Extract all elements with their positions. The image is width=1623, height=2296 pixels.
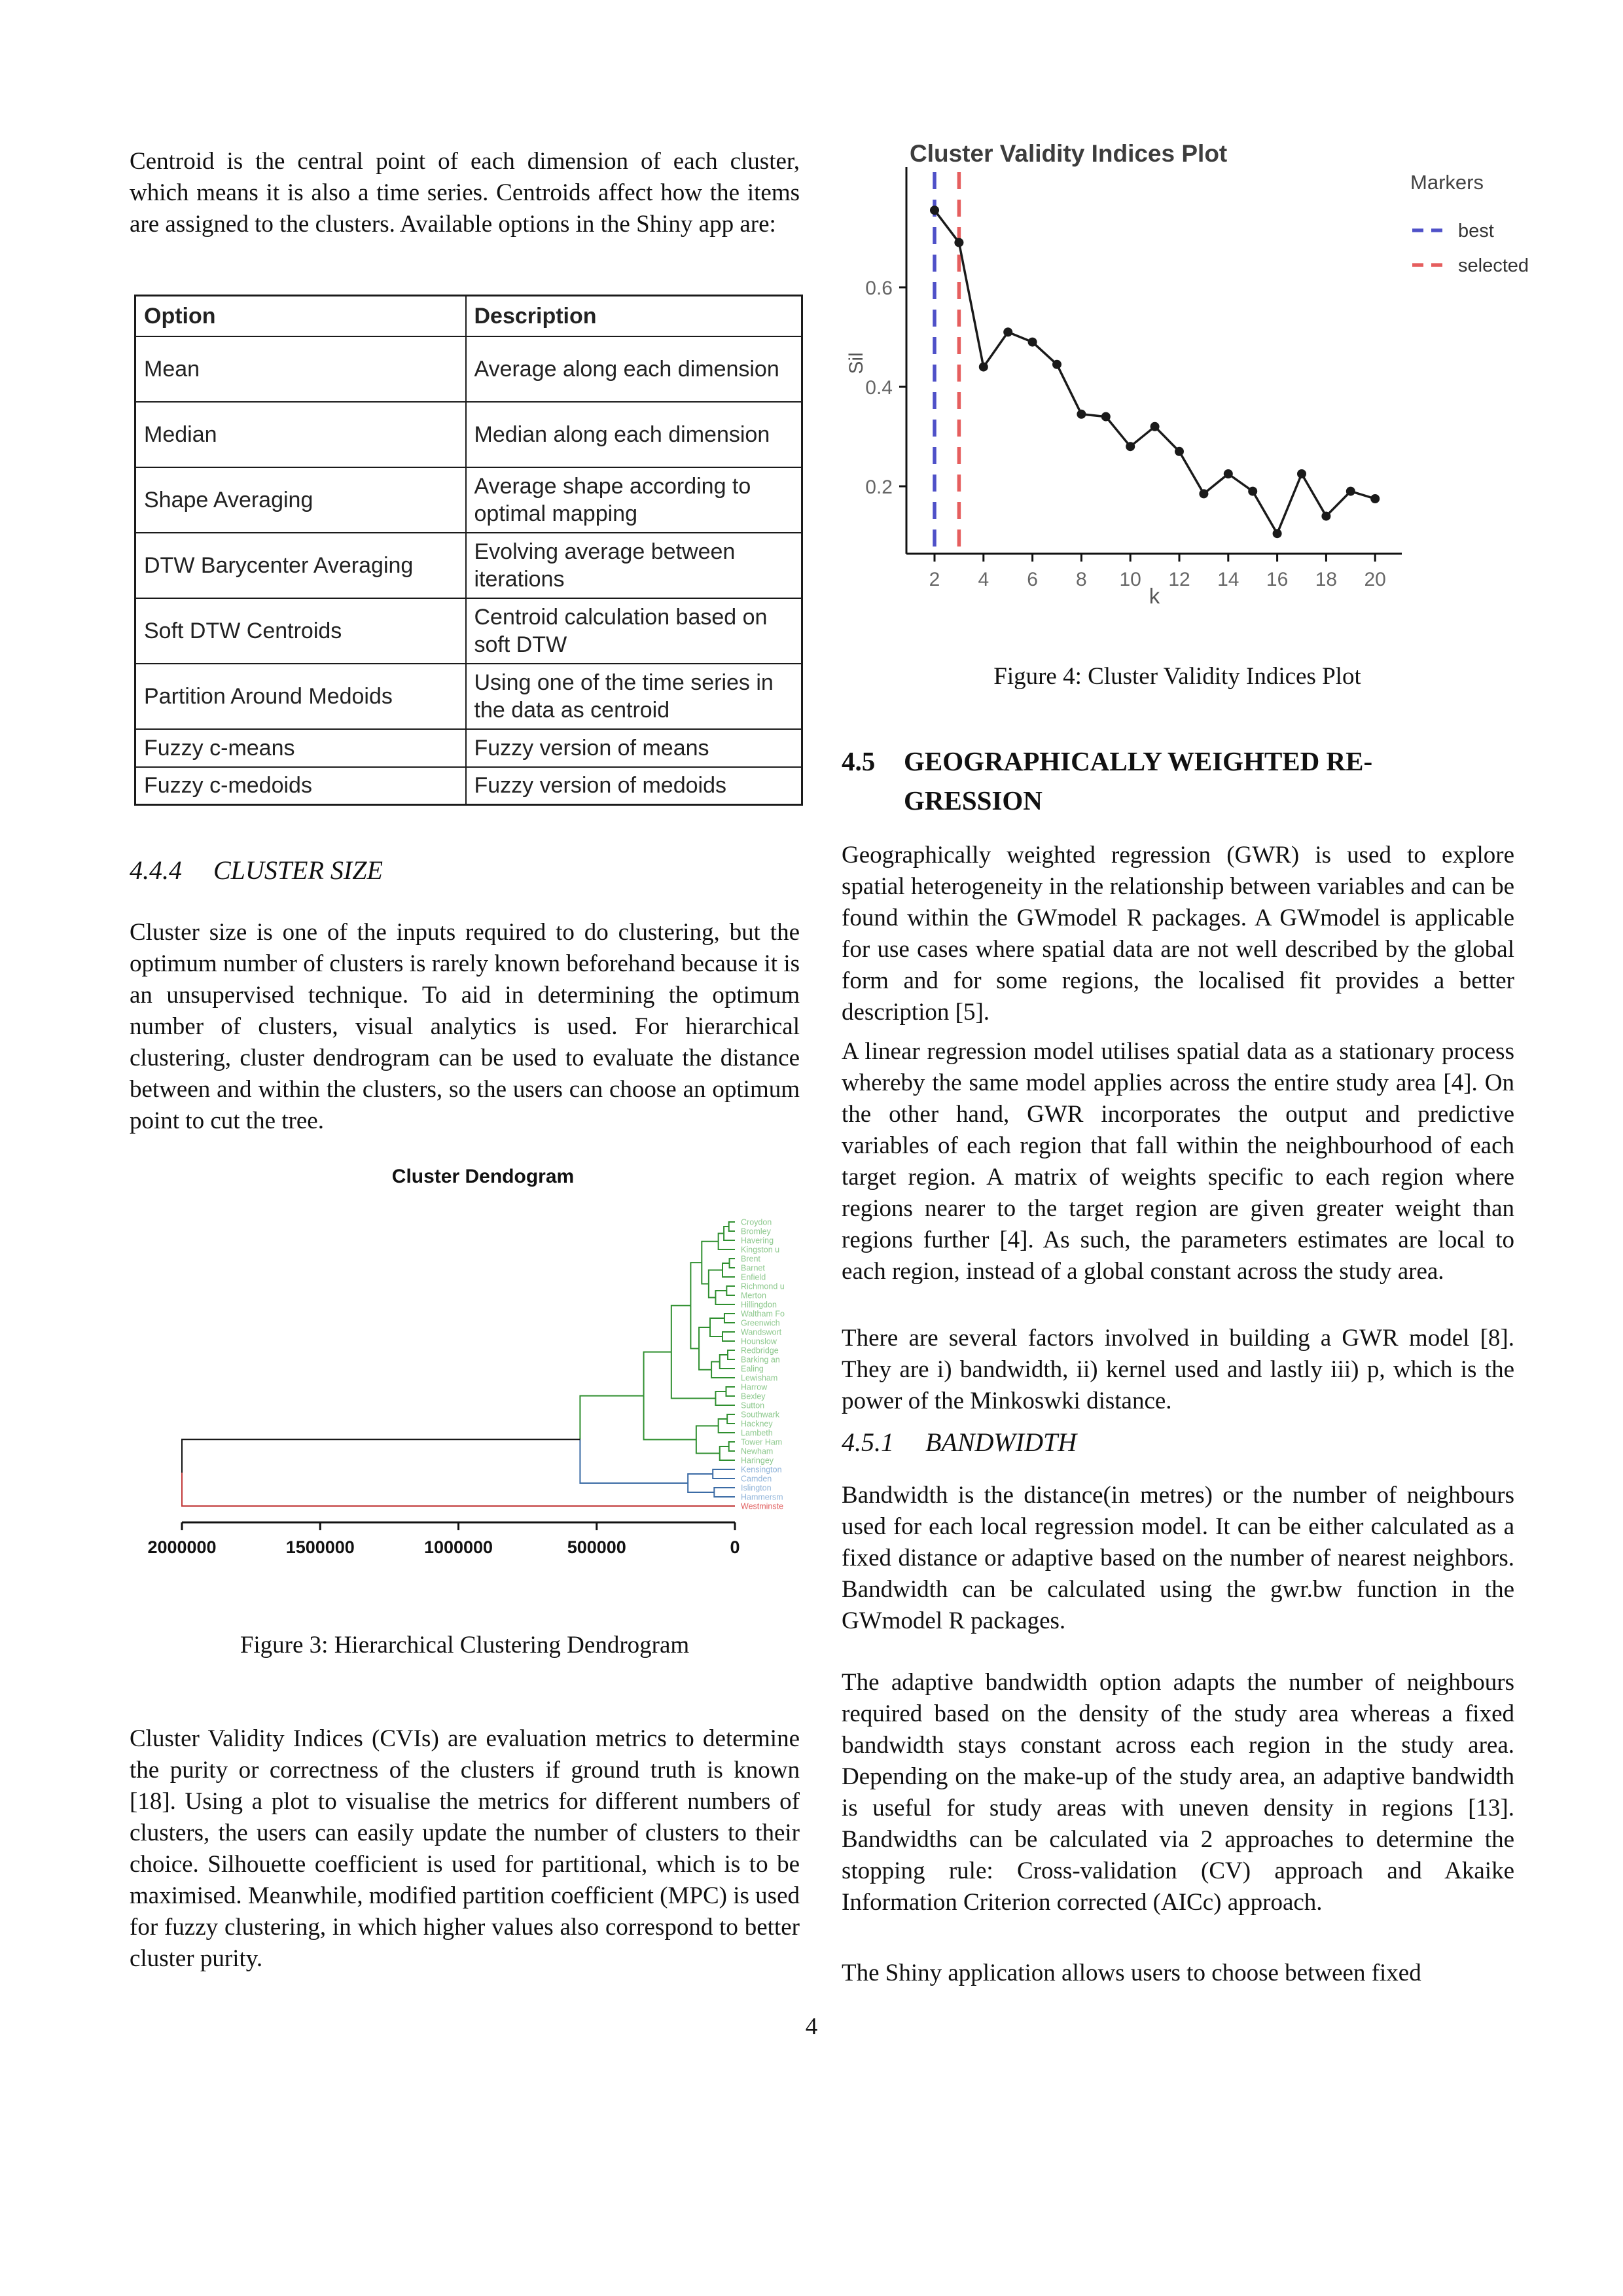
svg-text:Sutton: Sutton: [741, 1401, 765, 1410]
svg-text:Islington: Islington: [741, 1483, 772, 1493]
section-title: CLUSTER SIZE: [213, 855, 383, 885]
column-header-option: Option: [135, 296, 466, 336]
svg-text:Redbridge: Redbridge: [741, 1346, 779, 1355]
svg-text:Kingston u: Kingston u: [741, 1245, 780, 1255]
table-row: Mean Average along each dimension: [135, 336, 802, 402]
svg-text:Lewisham: Lewisham: [741, 1373, 778, 1383]
paragraph-gwr-1: Geographically weighted regression (GWR) is used to explore spatial heterogeneity in the relationship between variables and can be found within the GWmodel R packages. A GWmodel is applicable for use cases where spatial data are not well described by the global form and for some regions, the localised fit provides a better description [5].: [842, 842, 1514, 1026]
svg-text:Kensington: Kensington: [741, 1465, 782, 1475]
dendrogram-figure: [130, 1142, 804, 1574]
paragraph-bandwidth-3: The Shiny application allows users to choose between fixed: [842, 1960, 1421, 1986]
svg-text:Southwark: Southwark: [741, 1410, 780, 1420]
svg-text:Havering: Havering: [741, 1236, 774, 1246]
section-number: 4.5: [842, 746, 876, 776]
section-number: 4.5.1: [842, 1427, 894, 1457]
svg-text:Wandswort: Wandswort: [741, 1327, 782, 1337]
table-row: Fuzzy c-medoids Fuzzy version of medoids: [135, 767, 802, 805]
table-row: Soft DTW Centroids Centroid calculation based on soft DTW: [135, 598, 802, 664]
svg-text:Haringey: Haringey: [741, 1456, 774, 1465]
svg-text:Barking an: Barking an: [741, 1355, 780, 1365]
figure3-caption: Figure 3: Hierarchical Clustering Dendrogram: [240, 1632, 690, 1659]
table-row: Fuzzy c-means Fuzzy version of means: [135, 729, 802, 767]
table-row: DTW Barycenter Averaging Evolving average between iterations: [135, 533, 802, 598]
section-heading-4-5-1: [842, 1427, 1077, 1458]
svg-text:0.6: 0.6: [865, 278, 893, 299]
svg-text:18: 18: [1315, 569, 1338, 590]
svg-text:Waltham Fo: Waltham Fo: [741, 1309, 785, 1319]
svg-text:Cluster Validity Indices Plot: Cluster Validity Indices Plot: [910, 140, 1228, 167]
svg-text:Hounslow: Hounslow: [741, 1336, 777, 1346]
svg-text:Markers: Markers: [1410, 171, 1484, 194]
svg-text:2000000: 2000000: [147, 1537, 217, 1557]
section-title-line1: GEOGRAPHICALLY WEIGHTED RE-: [904, 746, 1373, 776]
svg-text:Cluster Dendogram: Cluster Dendogram: [391, 1166, 575, 1187]
svg-text:16: 16: [1266, 569, 1289, 590]
section-heading-4-4-4: [130, 855, 383, 886]
paragraph-gwr-3: There are several factors involved in building a GWR model [8]. They are i) bandwidth, ii) kernel used and lastly iii) p, which is the power of the Minkoswki distance.: [842, 1325, 1514, 1414]
table-row: Shape Averaging Average shape according to optimal mapping: [135, 467, 802, 533]
svg-text:k: k: [1149, 584, 1160, 605]
svg-text:Lambeth: Lambeth: [741, 1428, 773, 1438]
svg-text:14: 14: [1217, 569, 1240, 590]
svg-text:Bexley: Bexley: [741, 1391, 766, 1401]
svg-text:10: 10: [1119, 569, 1141, 590]
svg-text:Croydon: Croydon: [741, 1217, 772, 1227]
svg-text:Camden: Camden: [741, 1474, 772, 1484]
svg-text:0.2: 0.2: [865, 476, 893, 498]
paragraph-bandwidth-1: Bandwidth is the distance(in metres) or the number of neighbours used for each local regression model. It can be either calculated as a fixed distance or adaptive based on the number of nearest neighbors. Bandwidth can be calculated using the gwr.bw function in the GWmodel R packages.: [842, 1482, 1514, 1634]
svg-text:Hackney: Hackney: [741, 1419, 773, 1429]
svg-text:Hammersm: Hammersm: [741, 1492, 783, 1502]
svg-text:2: 2: [929, 569, 940, 590]
table-row: Partition Around Medoids Using one of the time series in the data as centroid: [135, 664, 802, 729]
paragraph-gwr-2: A linear regression model utilises spatial data as a stationary process whereby the same model applies across the entire study area [4]. On the other hand, GWR incorporates the output and predictive variables of each region that fall within the neighbourhood of each target region. A matrix of weights specific to each region where regions nearer to the target region are given greater weight than regions further [4]. As such, the parameters estimates are local to each region, instead of a global constant across the study area.: [842, 1038, 1514, 1285]
svg-text:Greenwich: Greenwich: [741, 1318, 780, 1328]
figure4-caption: Figure 4: Cluster Validity Indices Plot: [993, 663, 1361, 690]
svg-text:1000000: 1000000: [423, 1537, 493, 1557]
svg-text:8: 8: [1076, 569, 1087, 590]
svg-text:Barnet: Barnet: [741, 1263, 765, 1273]
paragraph-bandwidth-2: The adaptive bandwidth option adapts the number of neighbours required based on the density of the study area whereas a fixed bandwidth stays constant across each region in the study area. Depending on the make-up of the study area, an adaptive bandwidth is useful for study areas with uneven density in regions [13]. Bandwidths can be calculated via 2 approaches to determine the stopping rule: Cross-validation (CV) approach and Akaike Information Criterion corrected (AICc) approach.: [842, 1669, 1514, 1916]
table-row: Median Median along each dimension: [135, 402, 802, 467]
svg-text:selected: selected: [1458, 255, 1529, 276]
svg-text:Richmond u: Richmond u: [741, 1282, 785, 1291]
svg-text:Tower Ham: Tower Ham: [741, 1437, 783, 1447]
paragraph-centroid-intro: Centroid is the central point of each dimension of each cluster, which means it is also a time series. Centroids affect how the items are assigned to the clusters. Available options in the Shiny app are:: [130, 148, 800, 238]
svg-text:4: 4: [978, 569, 990, 590]
svg-text:Sil: Sil: [846, 352, 867, 374]
svg-text:0: 0: [730, 1537, 740, 1557]
svg-text:12: 12: [1168, 569, 1190, 590]
svg-text:Brent: Brent: [741, 1254, 760, 1264]
section-title: BANDWIDTH: [925, 1427, 1077, 1457]
paragraph-cluster-size: Cluster size is one of the inputs required to do clustering, but the optimum number of clusters is rarely known beforehand because it is an unsupervised technique. To aid in determining the optimum number of clusters, visual analytics is used. For hierarchical clustering, cluster dendrogram can be used to evaluate the distance between and within the clusters, so the users can choose an optimum point to cut the tree.: [130, 919, 800, 1134]
svg-text:1500000: 1500000: [285, 1537, 355, 1557]
section-number: 4.4.4: [130, 855, 182, 885]
svg-text:6: 6: [1027, 569, 1038, 590]
svg-text:0.4: 0.4: [865, 377, 893, 399]
centroid-options-table: [134, 295, 803, 806]
svg-text:20: 20: [1364, 569, 1386, 590]
svg-text:Bromley: Bromley: [741, 1227, 771, 1236]
section-title-line2: GRESSION: [904, 785, 1043, 816]
svg-text:Harrow: Harrow: [741, 1382, 768, 1392]
column-header-description: Description: [466, 296, 802, 336]
svg-text:Hillingdon: Hillingdon: [741, 1300, 777, 1310]
cvi-plot-figure: [842, 134, 1620, 605]
svg-text:Westminste: Westminste: [741, 1501, 784, 1511]
svg-text:500000: 500000: [567, 1537, 626, 1557]
svg-text:Newham: Newham: [741, 1446, 774, 1456]
paragraph-cvi: Cluster Validity Indices (CVIs) are evaluation metrics to determine the purity or correctness of the clusters if ground truth is known [18]. Using a plot to visualise the metrics for different numbers of clusters, the users can easily update the number of clusters to their choice. Silhouette coefficient is used for partitional, which is to be maximised. Meanwhile, modified partition coefficient (MPC) is used for fuzzy clustering, in which higher values also correspond to better cluster purity.: [130, 1725, 800, 1972]
svg-text:best: best: [1458, 221, 1494, 242]
table-header-row: [135, 296, 802, 336]
svg-text:Enfield: Enfield: [741, 1272, 766, 1282]
page-number: 4: [805, 2013, 818, 2040]
svg-text:Merton: Merton: [741, 1291, 766, 1300]
svg-text:Ealing: Ealing: [741, 1364, 764, 1374]
section-heading-4-5: [842, 742, 1516, 820]
